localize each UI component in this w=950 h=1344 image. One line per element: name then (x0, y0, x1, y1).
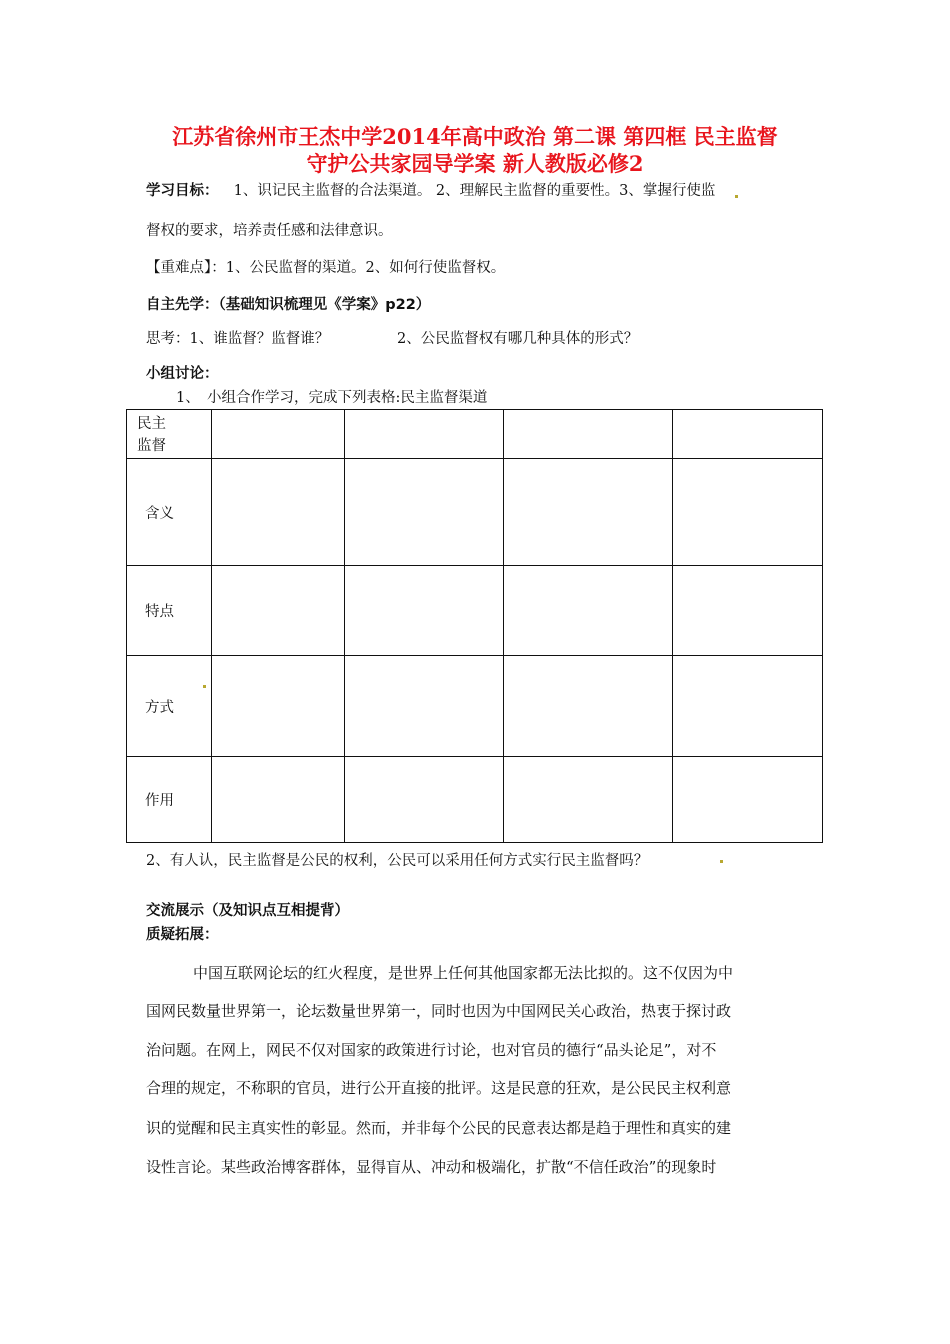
row-header-meaning: 含义 (127, 459, 212, 566)
table-cell[interactable] (673, 459, 823, 566)
paragraph-line: 中国互联网论坛的红火程度，是世界上任何其他国家都无法比拟的。这不仅因为中 (193, 964, 734, 982)
supervision-channels-table (126, 409, 823, 843)
table-cell[interactable] (212, 459, 345, 566)
group-task-1: 1、 小组合作学习，完成下列表格:民主监督渠道 (176, 390, 488, 406)
objectives (146, 179, 715, 200)
self-study-heading: 自主先学：（基础知识梳理见《学案》p22） (146, 297, 431, 313)
table-cell[interactable] (345, 566, 504, 656)
speck-mark (735, 195, 738, 198)
think-question-2: 2、公民监督权有哪几种具体的形式？ (397, 331, 639, 347)
row-header-role: 作用 (127, 757, 212, 843)
speck-mark (720, 860, 723, 863)
table-cell[interactable] (673, 566, 823, 656)
table-cell[interactable] (504, 656, 673, 757)
expansion-heading: 质疑拓展： (146, 927, 219, 943)
row-header-methods: 方式 (127, 656, 212, 757)
table-cell[interactable] (504, 459, 673, 566)
key-points: 【重难点】：1、公民监督的渠道。2、如何行使监督权。 (146, 260, 506, 276)
paragraph-line: 设性言论。某些政治博客群体，显得盲从、冲动和极端化，扩散“不信任政治”的现象时 (146, 1158, 717, 1176)
paragraph-line: 合理的规定，不称职的官员，进行公开直接的批评。这是民意的狂欢，是公民民主权利意 (146, 1079, 732, 1097)
objectives-text-cont: 督权的要求，培养责任感和法律意识。 (146, 223, 393, 239)
table-cell[interactable] (345, 459, 504, 566)
table-cell[interactable] (673, 656, 823, 757)
row-header-line: 民主 (137, 416, 166, 432)
paragraph-line: 治问题。在网上，网民不仅对国家的政策进行讨论，也对官员的德行“品头论足”，对不 (146, 1041, 717, 1059)
table-cell[interactable] (504, 566, 673, 656)
table-row (127, 656, 823, 757)
paragraph-line: 国网民数量世界第一，论坛数量世界第一，同时也因为中国网民关心政治，热衷于探讨政 (146, 1002, 732, 1020)
question-2: 2、有人认，民主监督是公民的权利，公民可以采用任何方式实行民主监督吗？ (146, 853, 649, 869)
group-discussion-heading: 小组讨论： (146, 366, 219, 382)
row-header-features: 特点 (127, 566, 212, 656)
table-cell[interactable] (345, 757, 504, 843)
table-cell[interactable] (673, 410, 823, 459)
document-title-line2: 守护公共家园导学案 新人教版必修2 (306, 151, 644, 176)
table-row (127, 566, 823, 656)
table-row (127, 410, 823, 459)
row-header-supervision (127, 410, 212, 459)
row-header-line: 监督 (137, 438, 166, 454)
table-cell[interactable] (212, 656, 345, 757)
table-row (127, 757, 823, 843)
objectives-label: 学习目标： (146, 183, 219, 199)
table-cell[interactable] (673, 757, 823, 843)
think-question-1: 思考：1、谁监督？监督谁？ (146, 331, 330, 347)
paragraph-line: 识的觉醒和民主真实性的彰显。然而，并非每个公民的民意表达都是趋于理性和真实的建 (146, 1119, 732, 1137)
table-cell[interactable] (212, 757, 345, 843)
table-cell[interactable] (212, 410, 345, 459)
objectives-text: 1、识记民主监督的合法渠道。 2、理解民主监督的重要性。3、掌握行使监 (233, 183, 716, 199)
table-cell[interactable] (212, 566, 345, 656)
table-cell[interactable] (504, 410, 673, 459)
table-cell[interactable] (345, 656, 504, 757)
exchange-heading: 交流展示（及知识点互相提背） (146, 903, 349, 919)
speck-mark (203, 685, 206, 688)
table-cell[interactable] (345, 410, 504, 459)
table-cell[interactable] (504, 757, 673, 843)
table-row (127, 459, 823, 566)
document-title-line1: 江苏省徐州市王杰中学2014年高中政治 第二课 第四框 民主监督 (172, 124, 778, 149)
